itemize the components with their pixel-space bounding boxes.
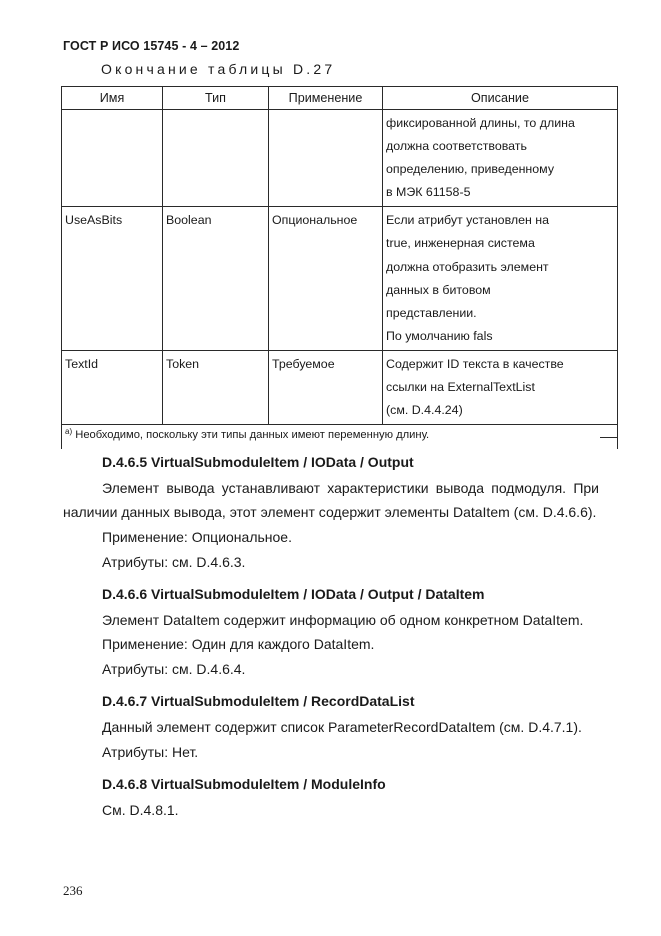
description-line: ссылки на ExternalTextList [386, 380, 535, 395]
footnote-text: Необходимо, поскольку эти типы данных имеют переменную длину. [75, 429, 430, 442]
description-line: Если атрибут установлен на [386, 213, 550, 228]
table-end-mark [600, 437, 618, 438]
section-paragraph: Элемент DataItem содержит информацию об одном конкретном DataItem. [102, 611, 584, 628]
cell-type [163, 110, 269, 207]
description-line: По умолчанию fals [386, 328, 493, 343]
section-paragraph: Элемент вывода устанавливают характеристики вывода подмодуля. При наличии данных вывода, этот элемент содержит элементы DataItem (см. D.4.6.6). [63, 480, 599, 521]
section-heading: D.4.6.5 VirtualSubmoduleItem / IOData / Output [102, 454, 414, 470]
description-line: представлении. [386, 305, 477, 320]
name-text: TextId [65, 356, 99, 371]
attribute-table [61, 86, 618, 449]
section-heading: D.4.6.7 VirtualSubmoduleItem / RecordDataList [102, 693, 415, 710]
section-paragraph: Данный элемент содержит список ParameterRecordDataItem (см. D.4.7.1). [102, 719, 582, 736]
table-row [62, 207, 618, 351]
description-line: фиксированной длины, то длина [386, 116, 575, 130]
description-line: Содержит ID текста в качестве [386, 356, 564, 371]
section-attributes: Атрибуты: Нет. [102, 744, 199, 761]
section-attributes: Атрибуты: см. D.4.6.4. [102, 661, 246, 678]
document-body [63, 449, 599, 823]
cell-description [383, 110, 618, 207]
cell-type [163, 350, 269, 424]
cell-name [62, 110, 163, 207]
description-line: должна соответствовать [386, 139, 527, 154]
description-line: определению, приведенному [386, 162, 555, 177]
section-usage: Применение: Один для каждого DataItem. [102, 636, 375, 653]
cell-usage [269, 110, 383, 207]
description-line: (см. D.4.4.24) [386, 403, 463, 418]
table-footnote [62, 425, 618, 450]
document-header: ГОСТ Р ИСО 15745 - 4 – 2012 [63, 39, 240, 53]
section-usage: Применение: Опциональное. [102, 528, 292, 545]
table-row [62, 110, 618, 207]
description-line: данных в битовом [386, 282, 491, 297]
col-header-description: Описание [383, 87, 618, 110]
table-row [62, 350, 618, 424]
section-paragraph: См. D.4.8.1. [102, 802, 179, 819]
section-attributes: Атрибуты: см. D.4.6.3. [102, 553, 246, 570]
name-text: UseAsBits [65, 213, 123, 228]
cell-description [383, 350, 618, 424]
table-header-row [62, 87, 618, 110]
section-heading: D.4.6.6 VirtualSubmoduleItem / IOData / Output / DataItem [102, 585, 485, 602]
cell-type [163, 207, 269, 351]
type-text: Token [166, 356, 200, 371]
cell-usage [269, 207, 383, 351]
usage-text: Опциональное [272, 213, 358, 228]
col-header-name: Имя [62, 87, 163, 110]
description-line: в МЭК 61158-5 [386, 185, 471, 200]
description-line: true, инженерная система [386, 236, 535, 251]
cell-name [62, 350, 163, 424]
usage-text: Требуемое [272, 356, 335, 371]
table-caption: Окончание таблицы D.27 [101, 61, 336, 77]
col-header-type: Тип [163, 87, 269, 110]
page-number: 236 [63, 883, 83, 898]
footnote-mark: а) [65, 427, 73, 437]
cell-description [383, 207, 618, 351]
cell-name [62, 207, 163, 351]
cell-usage [269, 350, 383, 424]
section-heading: D.4.6.8 VirtualSubmoduleItem / ModuleInfo [102, 776, 386, 793]
col-header-usage: Применение [269, 87, 383, 110]
description-line: должна отобразить элемент [386, 259, 549, 274]
type-text: Boolean [166, 213, 212, 228]
table-footnote-row [62, 425, 618, 450]
